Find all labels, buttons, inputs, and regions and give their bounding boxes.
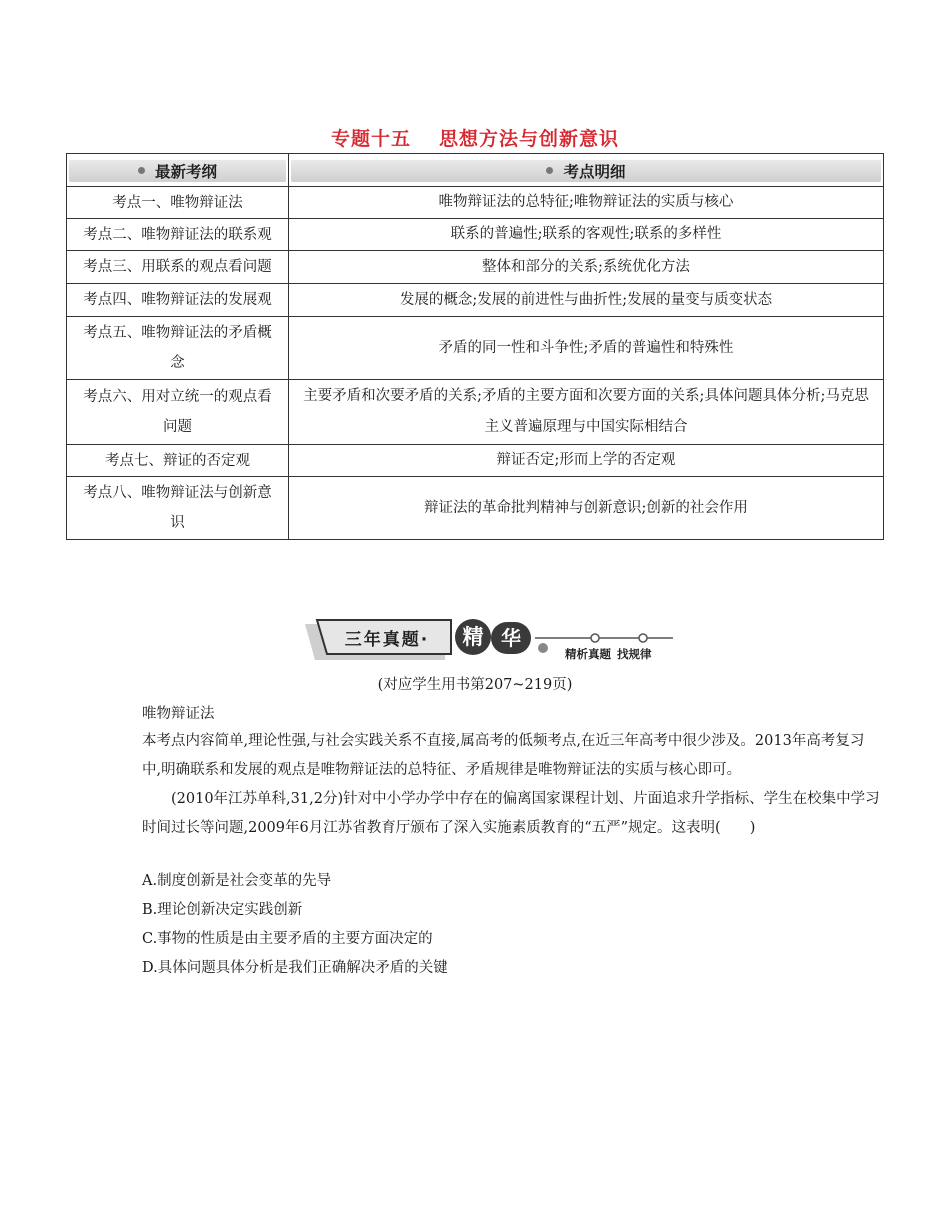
section-intro: 本考点内容简单,理论性强,与社会实践关系不直接,属高考的低频考点,在近三年高考中很少涉及。2013年高考复习中,明确联系和发展的观点是唯物辩证法的总特征、矛盾规律是唯物辩证法的实质与核心即可。 xyxy=(142,733,865,778)
option-d: D.具体问题具体分析是我们正确解决矛盾的关键 xyxy=(142,960,448,976)
detail-cell: 矛盾的同一性和斗争性;矛盾的普遍性和特殊性 xyxy=(289,317,884,380)
table-row xyxy=(67,317,884,380)
detail-cell: 唯物辩证法的总特征;唯物辩证法的实质与核心 xyxy=(289,187,884,219)
topic-cell: 考点六、用对立统一的观点看问题 xyxy=(67,380,289,445)
banner-sub1: 精析真题 xyxy=(565,647,611,661)
banner-badge-jing: 精 xyxy=(455,619,491,655)
table-row xyxy=(67,445,884,477)
option-a: A.制度创新是社会变革的先导 xyxy=(142,873,332,889)
title-topic-name: 思想方法与创新意识 xyxy=(439,128,620,150)
header-label: 最新考纲 xyxy=(154,162,217,181)
table-row xyxy=(67,477,884,540)
banner-sub2: 找规律 xyxy=(617,647,652,661)
option-b: B.理论创新决定实践创新 xyxy=(142,902,303,918)
section-content xyxy=(142,700,882,983)
bullet-dot-icon xyxy=(546,167,553,174)
table-row xyxy=(67,251,884,284)
section-heading: 唯物辩证法 xyxy=(142,706,215,722)
topic-cell: 考点一、唯物辩证法 xyxy=(67,187,289,219)
banner-badge-hua: 华 xyxy=(491,622,531,654)
section-banner xyxy=(295,616,685,666)
exam-outline-table xyxy=(66,153,884,540)
student-book-pages: (对应学生用书第207~219页) xyxy=(377,677,573,693)
banner-title: 三年真题· xyxy=(344,630,430,650)
table-row xyxy=(67,219,884,251)
table-row xyxy=(67,284,884,317)
table-row xyxy=(67,380,884,445)
option-c: C.事物的性质是由主要矛盾的主要方面决定的 xyxy=(142,931,433,947)
answer-options xyxy=(142,867,882,983)
topic-cell: 考点八、唯物辩证法与创新意识 xyxy=(67,477,289,540)
banner-subtitle xyxy=(565,646,652,662)
bullet-dot-icon xyxy=(138,167,145,174)
detail-cell: 主要矛盾和次要矛盾的关系;矛盾的主要方面和次要方面的关系;具体问题具体分析;马克思主义普遍原理与中国实际相结合 xyxy=(289,380,884,445)
detail-cell: 辩证法的革命批判精神与创新意识;创新的社会作用 xyxy=(289,477,884,540)
title-topic-number: 专题十五 xyxy=(330,128,411,150)
topic-cell: 考点四、唯物辩证法的发展观 xyxy=(67,284,289,317)
detail-cell: 联系的普遍性;联系的客观性;联系的多样性 xyxy=(289,219,884,251)
outline-header-right xyxy=(289,154,884,187)
detail-cell: 整体和部分的关系;系统优化方法 xyxy=(289,251,884,284)
topic-cell: 考点五、唯物辩证法的矛盾概念 xyxy=(67,317,289,380)
header-pill-right xyxy=(291,160,881,182)
outline-header-left xyxy=(67,154,289,187)
table-row xyxy=(67,187,884,219)
topic-cell: 考点七、辩证的否定观 xyxy=(67,445,289,477)
outline-header-row xyxy=(67,154,884,187)
header-label: 考点明细 xyxy=(563,162,626,181)
header-pill-left xyxy=(69,160,286,182)
topic-cell: 考点二、唯物辩证法的联系观 xyxy=(67,219,289,251)
detail-cell: 辩证否定;形而上学的否定观 xyxy=(289,445,884,477)
question-stem: (2010年江苏单科,31,2分)针对中小学办学中存在的偏离国家课程计划、片面追求升学指标、学生在校集中学习时间过长等问题,2009年6月江苏省教育厅颁布了深入实施素质教育的“五严”规定。这表明( ) xyxy=(142,791,880,836)
page-title xyxy=(0,124,950,151)
detail-cell: 发展的概念;发展的前进性与曲折性;发展的量变与质变状态 xyxy=(289,284,884,317)
topic-cell: 考点三、用联系的观点看问题 xyxy=(67,251,289,284)
